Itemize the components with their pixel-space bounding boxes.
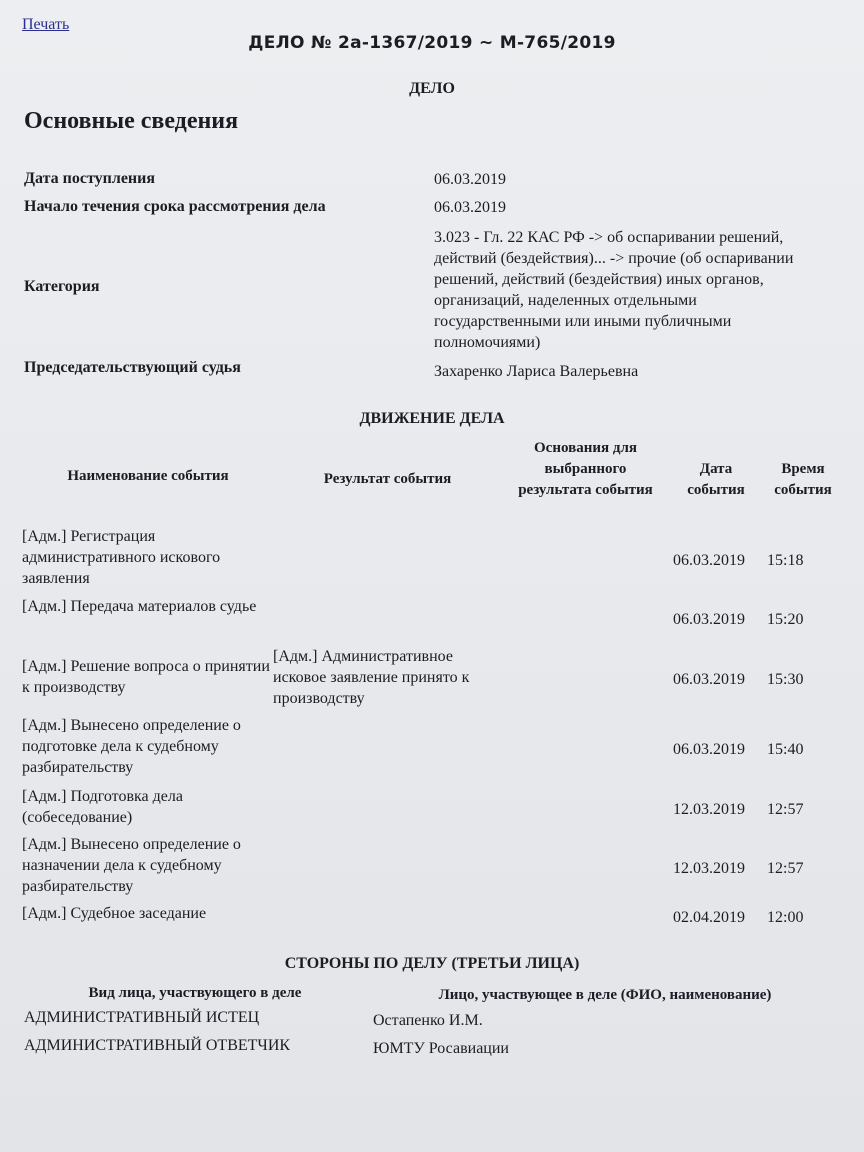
case-title: ДЕЛО № 2а-1367/2019 ~ М-765/2019 bbox=[248, 33, 616, 53]
header-event-name: Наименование события bbox=[67, 468, 229, 484]
judge-label: Председательствующий судья bbox=[24, 359, 241, 376]
party-type: АДМИНИСТРАТИВНЫЙ ИСТЕЦ bbox=[24, 1009, 260, 1026]
header-event-time: Время события bbox=[774, 461, 832, 498]
received-date-value: 06.03.2019 bbox=[434, 171, 506, 188]
event-time: 12:57 bbox=[767, 801, 804, 818]
movement-title: ДВИЖЕНИЕ ДЕЛА bbox=[359, 410, 505, 427]
party-name: Остапенко И.М. bbox=[373, 1012, 483, 1029]
event-name: [Адм.] Вынесено определение о назначении дела к судебному разбирательству bbox=[22, 836, 241, 895]
term-start-label: Начало течения срока рассмотрения дела bbox=[24, 198, 326, 215]
event-name: [Адм.] Судебное заседание bbox=[22, 905, 207, 922]
event-time: 15:20 bbox=[767, 611, 804, 628]
event-time: 12:00 bbox=[767, 909, 804, 926]
header-event-result: Результат события bbox=[323, 471, 452, 487]
event-date: 06.03.2019 bbox=[673, 552, 745, 569]
header-party-name: Лицо, участвующее в деле (ФИО, наименование) bbox=[438, 987, 772, 1003]
event-date: 06.03.2019 bbox=[673, 741, 745, 758]
main-info-heading: Основные сведения bbox=[24, 108, 239, 134]
event-date: 12.03.2019 bbox=[673, 801, 745, 818]
event-time: 12:57 bbox=[767, 860, 804, 877]
event-name: [Адм.] Регистрация административного искового заявления bbox=[22, 528, 221, 587]
event-time: 15:30 bbox=[767, 671, 804, 688]
event-name: [Адм.] Вынесено определение о подготовке дела к судебному разбирательству bbox=[22, 717, 241, 776]
print-link[interactable]: Печать bbox=[22, 16, 70, 33]
event-result: [Адм.] Административное исковое заявление принято к производству bbox=[273, 648, 470, 707]
header-party-type: Вид лица, участвующего в деле bbox=[88, 985, 302, 1001]
event-name: [Адм.] Решение вопроса о принятии к производству bbox=[22, 658, 270, 696]
event-name: [Адм.] Подготовка дела (собеседование) bbox=[22, 788, 183, 826]
received-date-label: Дата поступления bbox=[24, 170, 156, 187]
event-date: 02.04.2019 bbox=[673, 909, 745, 926]
header-basis: Основания для выбранного результата события bbox=[518, 440, 653, 498]
judge-value: Захаренко Лариса Валерьевна bbox=[434, 363, 639, 380]
event-time: 15:40 bbox=[767, 741, 804, 758]
event-date: 06.03.2019 bbox=[673, 671, 745, 688]
event-date: 06.03.2019 bbox=[673, 611, 745, 628]
delo-heading: ДЕЛО bbox=[409, 80, 455, 97]
header-event-date: Дата события bbox=[687, 461, 745, 498]
party-name: ЮМТУ Росавиации bbox=[373, 1040, 509, 1057]
event-name: [Адм.] Передача материалов судье bbox=[22, 598, 257, 615]
parties-title: СТОРОНЫ ПО ДЕЛУ (ТРЕТЬИ ЛИЦА) bbox=[284, 955, 580, 972]
term-start-value: 06.03.2019 bbox=[434, 199, 506, 216]
category-value: 3.023 - Гл. 22 КАС РФ -> об оспаривании решений, действий (бездействия)... -> прочие (об оспаривании решений, действий (бездействия) иных органов, организаций, наделенных отдельными государственными или иными публичными полномочиями) bbox=[434, 229, 794, 351]
category-label: Категория bbox=[24, 278, 100, 295]
party-type: АДМИНИСТРАТИВНЫЙ ОТВЕТЧИК bbox=[24, 1037, 291, 1054]
event-date: 12.03.2019 bbox=[673, 860, 745, 877]
event-time: 15:18 bbox=[767, 552, 804, 569]
